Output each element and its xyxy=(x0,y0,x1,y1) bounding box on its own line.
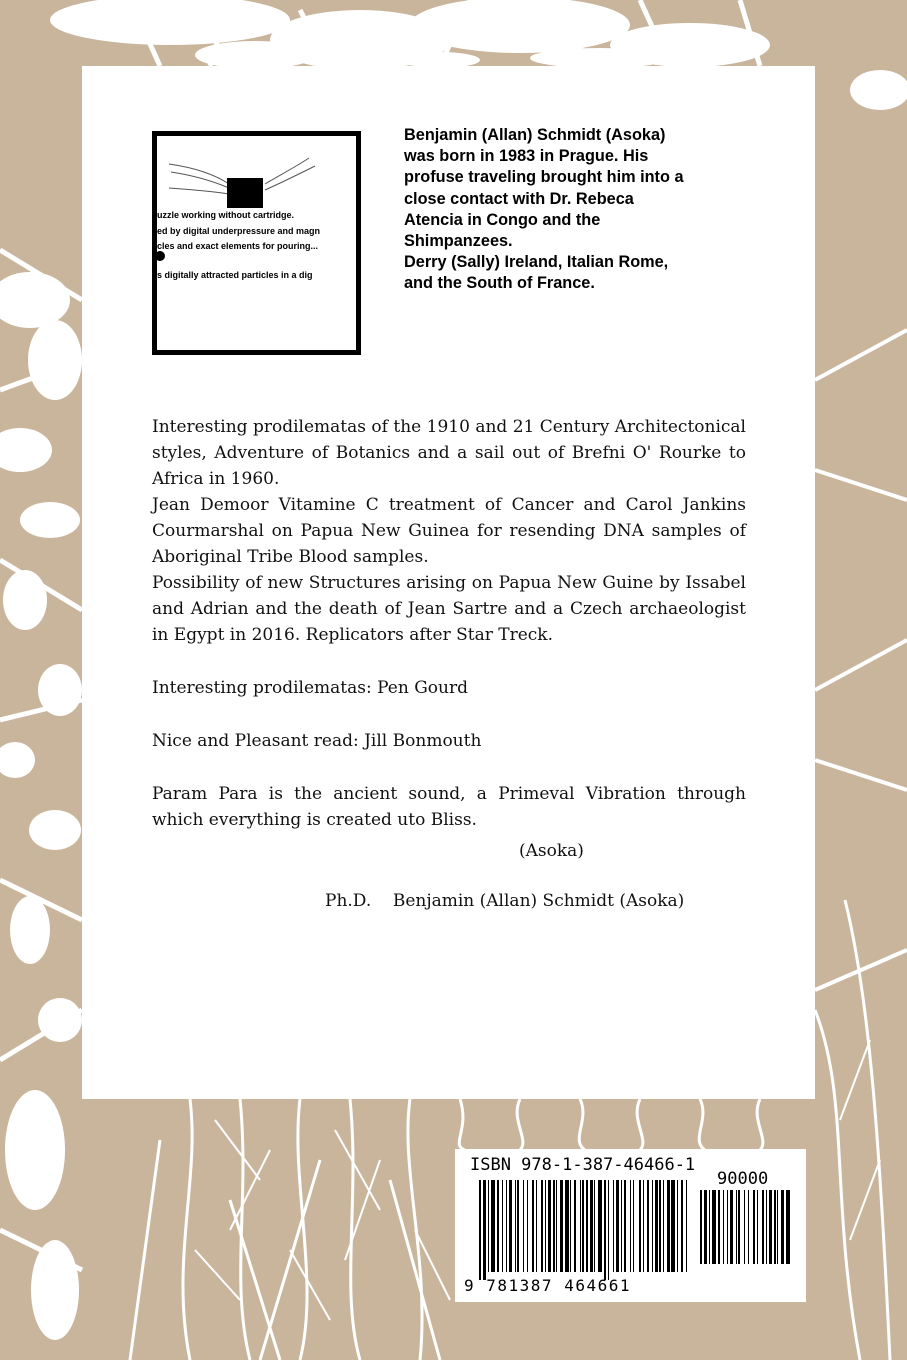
barcode-bar xyxy=(497,1180,499,1272)
barcode-bar xyxy=(643,1180,644,1272)
barcode-bar xyxy=(769,1190,772,1264)
barcode-bar xyxy=(723,1190,724,1264)
blurb-paragraph: Interesting prodilematas of the 1910 and 21 Century Architectonical styles, Adventure of Botanics and a sail out of Brefni O' Rourke to Africa in 1960. xyxy=(152,417,746,489)
barcode-bar xyxy=(541,1180,543,1272)
barcode-bar xyxy=(777,1190,778,1264)
barcode-bar xyxy=(786,1190,790,1264)
barcode-bar xyxy=(621,1180,622,1272)
barcode-bar xyxy=(536,1180,537,1272)
barcode-bar xyxy=(686,1180,687,1272)
barcode-bar xyxy=(594,1180,595,1272)
author-signature: Ph.D. Benjamin (Allan) Schmidt (Asoka) xyxy=(325,891,685,911)
photo-caption-line: cles and exact elements for pouring... xyxy=(157,241,319,251)
barcode-bar xyxy=(560,1180,563,1272)
barcode-bar xyxy=(604,1180,606,1280)
price-barcode-bars xyxy=(700,1190,795,1272)
barcode-bar xyxy=(570,1180,571,1272)
barcode-bar xyxy=(556,1180,557,1272)
barcode-bar xyxy=(700,1190,702,1264)
photo-caption-line: s digitally attracted particles in a dig xyxy=(157,270,313,280)
barcode-bar xyxy=(781,1190,784,1264)
barcode-bar xyxy=(488,1180,489,1272)
barcode-bar xyxy=(677,1180,678,1272)
bio-line: Shimpanzees. xyxy=(404,232,513,251)
barcode-bar xyxy=(491,1180,495,1272)
isbn-label: ISBN 978-1-387-46466-1 xyxy=(470,1155,696,1175)
blurb-quote: Param Para is the ancient sound, a Primeval Vibration through which everything is created uto Bliss. xyxy=(152,784,746,830)
barcode-bar xyxy=(515,1180,516,1272)
barcode-bar xyxy=(736,1190,737,1264)
barcode-bar xyxy=(738,1190,740,1264)
barcode-bar xyxy=(744,1190,745,1264)
barcode-bar xyxy=(681,1180,683,1272)
blurb-paragraph: Possibility of new Structures arising on Papua New Guine by Issabel and Adrian and the death of Jean Sartre and a Czech archaeologist in Egypt in 2016. Replicators after Star Treck. xyxy=(152,573,746,645)
photo-caption-line: ed by digital underpressure and magn xyxy=(157,226,321,236)
barcode-bar xyxy=(509,1180,512,1272)
barcode-bar xyxy=(652,1180,653,1272)
blurb-text xyxy=(152,414,746,833)
blurb-paragraph: Nice and Pleasant read: Jill Bonmouth xyxy=(152,731,482,751)
barcode-bar xyxy=(502,1180,503,1272)
barcode-bar xyxy=(545,1180,546,1272)
barcode-bar xyxy=(663,1180,664,1272)
barcode-bar xyxy=(659,1180,661,1272)
barcode-bar xyxy=(598,1180,602,1272)
barcode-bar xyxy=(748,1190,749,1264)
bio-line: Derry (Sally) Ireland, Italian Rome, xyxy=(404,253,669,272)
barcode-bar xyxy=(616,1180,619,1272)
bio-line: was born in 1983 in Prague. His xyxy=(404,147,649,166)
bio-line: close contact with Dr. Rebeca xyxy=(404,189,634,208)
barcode-bar xyxy=(633,1180,634,1272)
barcode-bar xyxy=(774,1190,776,1264)
barcode-bar xyxy=(766,1190,767,1264)
bio-line: Benjamin (Allan) Schmidt (Asoka) xyxy=(404,126,666,144)
barcode-bar xyxy=(613,1180,614,1272)
barcode-bar xyxy=(483,1180,486,1280)
barcode-bar xyxy=(762,1190,764,1264)
barcode-bar xyxy=(582,1180,584,1272)
author-bio xyxy=(404,125,764,295)
barcode-bar xyxy=(565,1180,569,1272)
barcode-bar xyxy=(608,1180,609,1280)
bio-line: and the South of France. xyxy=(404,274,595,293)
barcode-bar xyxy=(712,1190,716,1264)
barcode-bar xyxy=(667,1180,670,1272)
cartridge-shape xyxy=(227,178,263,208)
barcode-bar xyxy=(532,1180,534,1272)
barcode-bar xyxy=(548,1180,551,1272)
price-code: 90000 xyxy=(717,1169,769,1189)
barcode-bar xyxy=(753,1190,755,1264)
barcode-bar xyxy=(757,1190,758,1264)
bio-line: profuse traveling brought him into a xyxy=(404,168,684,187)
author-photo xyxy=(152,131,361,355)
barcode-bar xyxy=(517,1180,519,1272)
barcode-bar xyxy=(730,1190,733,1264)
barcode-bar xyxy=(655,1180,658,1272)
barcode-bar xyxy=(671,1180,675,1272)
barcode-bar xyxy=(590,1180,593,1272)
barcode-bar xyxy=(624,1180,626,1272)
photo-caption-line: uzzle working without cartridge. xyxy=(157,210,295,220)
isbn-barcode-bars xyxy=(479,1180,694,1280)
barcode-bar xyxy=(479,1180,481,1280)
ean-digits: 9 781387 464661 xyxy=(464,1276,631,1295)
barcode-bar xyxy=(574,1180,576,1272)
bio-line: Atencia in Congo and the xyxy=(404,210,601,229)
barcode-bar xyxy=(527,1180,528,1272)
barcode-bar xyxy=(523,1180,524,1272)
barcode-bar xyxy=(580,1180,581,1272)
blurb-paragraph: Jean Demoor Vitamine C treatment of Cancer and Carol Jankins Courmarshal on Papua New Guinea for resending DNA samples of Aboriginal Tribe Blood samples. xyxy=(152,495,746,567)
barcode-bar xyxy=(506,1180,507,1272)
barcode-bar xyxy=(727,1190,728,1264)
blurb-paragraph: Interesting prodilematas: Pen Gourd xyxy=(152,678,468,698)
barcode-bar xyxy=(586,1180,588,1272)
barcode-bar xyxy=(553,1180,555,1272)
barcode-bar xyxy=(630,1180,631,1272)
barcode-bar xyxy=(709,1190,710,1264)
barcode-bar xyxy=(639,1180,641,1272)
barcode-bar xyxy=(647,1180,649,1272)
quote-attribution: (Asoka) xyxy=(519,841,584,861)
barcode-bar xyxy=(718,1190,720,1264)
barcode-bar xyxy=(704,1190,707,1264)
